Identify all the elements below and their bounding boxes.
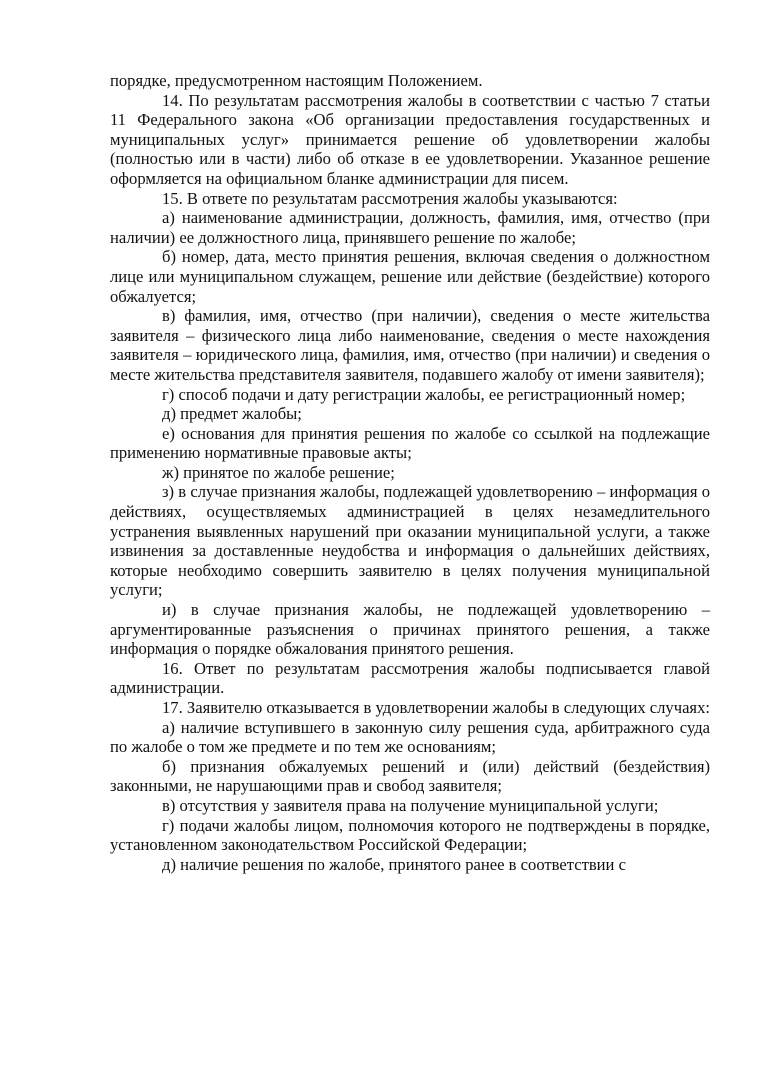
subparagraph-e: е) основания для принятия решения по жалобе со ссылкой на подлежащие применению нормативные правовые акты;	[110, 423, 710, 463]
paragraph-item-15: 15. В ответе по результатам рассмотрения жалобы указываются:	[162, 188, 618, 208]
subparagraph-17-a: а) наличие вступившего в законную силу решения суда, арбитражного суда по жалобе о том же предмете и по тем же основаниям;	[110, 717, 710, 757]
subparagraph-zh: ж) принятое по жалобе решение;	[162, 462, 395, 482]
subparagraph-a: а) наименование администрации, должность, фамилия, имя, отчество (при наличии) ее должностного лица, принявшего решение по жалобе;	[110, 208, 710, 247]
subparagraph-17-d: д) наличие решения по жалобе, принятого ранее в соответствии с	[162, 854, 626, 874]
subparagraph-i: и) в случае признания жалобы, не подлежащей удовлетворению – аргументированные разъяснения о причинах принятого решения, а также информация о порядке обжалования принятого решения.	[110, 600, 710, 659]
subparagraph-v: в) фамилия, имя, отчество (при наличии), сведения о месте жительства заявителя – физического лица либо наименование, сведения о месте нахождения заявителя – юридического лица, фамилия, имя, отчество (при наличии) и сведения о месте жительства представителя заявителя, подавшего жалобу от имени заявителя);	[110, 306, 710, 384]
paragraph-item-16: 16. Ответ по результатам рассмотрения жалобы подписывается главой администрации.	[110, 658, 710, 698]
subparagraph-z: з) в случае признания жалобы, подлежащей удовлетворению – информация о действиях, осуществляемых администрацией в целях незамедлительного устранения выявленных нарушений при оказании муниципальной услуги, а также извинения за доставленные неудобства и информация о дальнейших действиях, которые необходимо совершить заявителю в целях получения муниципальной услуги;	[110, 482, 710, 600]
subparagraph-17-v: в) отсутствия у заявителя права на получение муниципальной услуги;	[162, 795, 659, 815]
subparagraph-17-g: г) подачи жалобы лицом, полномочия которого не подтверждены в порядке, установленном законодательством Российской Федерации;	[110, 815, 710, 855]
paragraph-item-17: 17. Заявителю отказывается в удовлетворении жалобы в следующих случаях:	[162, 698, 710, 717]
subparagraph-d: д) предмет жалобы;	[162, 404, 302, 424]
document-page	[110, 71, 710, 874]
subparagraph-g: г) способ подачи и дату регистрации жалобы, ее регистрационный номер;	[162, 384, 686, 404]
paragraph-item-14: 14. По результатам рассмотрения жалобы в соответствии с частью 7 статьи 11 Федерального закона «Об организации предоставления государственных и муниципальных услуг» принимается решение об удовлетворении жалобы (полностью или в части) либо об отказе в ее удовлетворении. Указанное решение оформляется на официальном бланке администрации для писем.	[110, 90, 710, 188]
subparagraph-17-b: б) признания обжалуемых решений и (или) действий (бездействия) законными, не нарушающими прав и свобод заявителя;	[110, 756, 710, 796]
subparagraph-b: б) номер, дата, место принятия решения, включая сведения о должностном лице или муниципальном служащем, решение или действие (бездействие) которого обжалуется;	[110, 247, 710, 306]
paragraph-continuation: порядке, предусмотренном настоящим Положением.	[110, 71, 483, 90]
